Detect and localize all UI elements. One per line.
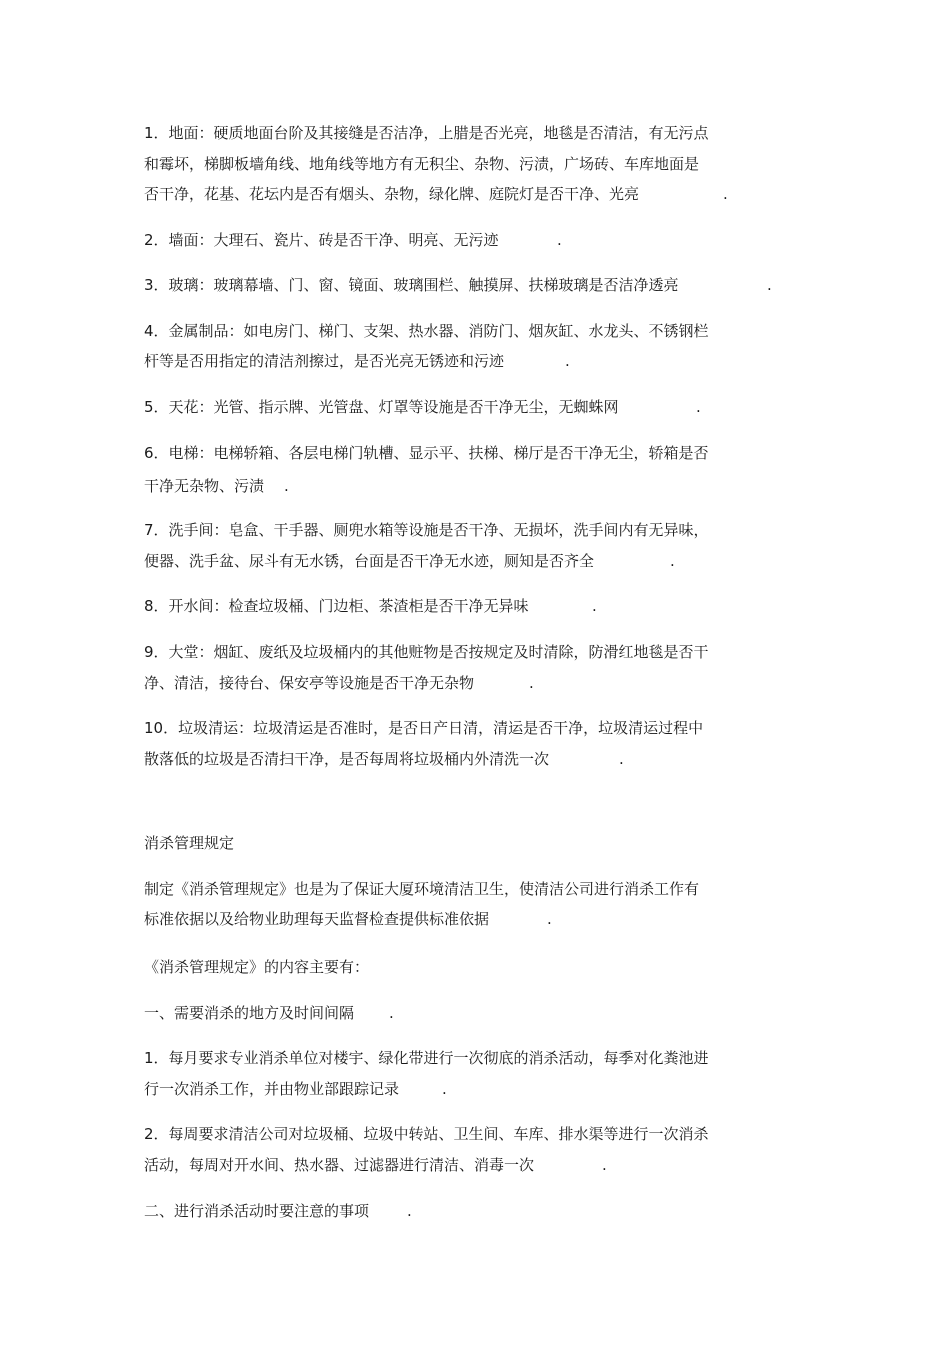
intro-line-1: 制定《消杀管理规定》也是为了保证大厦环境清洁卫生，使清洁公司进行消杀工作有 bbox=[144, 880, 700, 898]
subheading-1-period: . bbox=[389, 1004, 394, 1022]
item-6-period: . bbox=[284, 477, 289, 495]
section-heading: 消杀管理规定 bbox=[144, 834, 235, 852]
item-1-period: . bbox=[723, 185, 728, 203]
item-6-line-1: 6．电梯：电梯轿箱、各层电梯门轨槽、显示平、扶梯、梯厅是否干净无尘，轿箱是否 bbox=[144, 444, 709, 462]
item-3-period: . bbox=[767, 276, 772, 294]
item-9-period: . bbox=[529, 674, 534, 692]
item-8-period: . bbox=[592, 597, 597, 615]
item-4-line-2: 杆等是否用指定的清洁剂擦过，是否光亮无锈迹和污迹 bbox=[144, 352, 505, 370]
paragraph-2-period: . bbox=[602, 1156, 607, 1174]
item-5-period: . bbox=[696, 398, 701, 416]
paragraph-1-line-2: 行一次消杀工作，并由物业部跟踪记录 bbox=[144, 1080, 400, 1098]
paragraph-2-line-1: 2．每周要求清洁公司对垃圾桶、垃圾中转站、卫生间、车库、排水渠等进行一次消杀 bbox=[144, 1125, 709, 1143]
paragraph-1-period: . bbox=[442, 1080, 447, 1098]
item-7-line-2: 便器、洗手盆、尿斗有无水锈，台面是否干净无水迹，厕知是否齐全 bbox=[144, 552, 595, 570]
item-2-line-1: 2．墙面：大理石、瓷片、砖是否干净、明亮、无污迹 bbox=[144, 231, 499, 249]
item-4-line-1: 4．金属制品：如电房门、梯门、支架、热水器、消防门、烟灰缸、水龙头、不锈钢栏 bbox=[144, 322, 709, 340]
item-5-line-1: 5．天花：光管、指示牌、光管盘、灯罩等设施是否干净无尘，无蜘蛛网 bbox=[144, 398, 619, 416]
item-1-line-2: 和霉坏，梯脚板墙角线、地角线等地方有无积尘、杂物、污渍，广场砖、车库地面是 bbox=[144, 155, 700, 173]
item-9-line-2: 净、清洁，接待台、保安亭等设施是否干净无杂物 bbox=[144, 674, 475, 692]
item-2-period: . bbox=[557, 231, 562, 249]
item-7-period: . bbox=[670, 552, 675, 570]
item-1-line-1: 1．地面：硬质地面台阶及其接缝是否洁净，上腊是否光亮，地毯是否清洁，有无污点 bbox=[144, 124, 709, 142]
item-6-line-2: 干净无杂物、污渍 bbox=[144, 477, 265, 495]
paragraph-2-line-2: 活动，每周对开水间、热水器、过滤器进行清洁、消毒一次 bbox=[144, 1156, 535, 1174]
item-10-period: . bbox=[619, 750, 624, 768]
intro-period: . bbox=[547, 910, 552, 928]
subheading-2: 二、进行消杀活动时要注意的事项 bbox=[144, 1202, 370, 1220]
item-10-line-1: 10．垃圾清运：垃圾清运是否准时，是否日产日清，清运是否干净，垃圾清运过程中 bbox=[144, 719, 704, 737]
item-4-period: . bbox=[565, 352, 570, 370]
item-8-line-1: 8．开水间：检查垃圾桶、门边柜、茶渣柜是否干净无异味 bbox=[144, 597, 529, 615]
paragraph-1-line-1: 1．每月要求专业消杀单位对楼宇、绿化带进行一次彻底的消杀活动，每季对化粪池进 bbox=[144, 1049, 709, 1067]
item-10-line-2: 散落低的垃圾是否清扫干净，是否每周将垃圾桶内外清洗一次 bbox=[144, 750, 550, 768]
subheading-2-period: . bbox=[407, 1202, 412, 1220]
item-1-line-3: 否干净，花基、花坛内是否有烟头、杂物，绿化牌、庭院灯是否干净、光亮 bbox=[144, 185, 640, 203]
content-label: 《消杀管理规定》的内容主要有： bbox=[144, 958, 370, 976]
item-3-line-1: 3．玻璃：玻璃幕墙、门、窗、镜面、玻璃围栏、触摸屏、扶梯玻璃是否洁净透亮 bbox=[144, 276, 679, 294]
subheading-1: 一、需要消杀的地方及时间间隔 bbox=[144, 1004, 355, 1022]
item-9-line-1: 9．大堂：烟缸、废纸及垃圾桶内的其他赃物是否按规定及时清除，防滑红地毯是否干 bbox=[144, 643, 709, 661]
item-7-line-1: 7．洗手间：皂盒、干手器、厕兜水箱等设施是否干净、无损坏，洗手间内有无异味， bbox=[144, 521, 709, 539]
intro-line-2: 标准依据以及给物业助理每天监督检查提供标准依据 bbox=[144, 910, 490, 928]
